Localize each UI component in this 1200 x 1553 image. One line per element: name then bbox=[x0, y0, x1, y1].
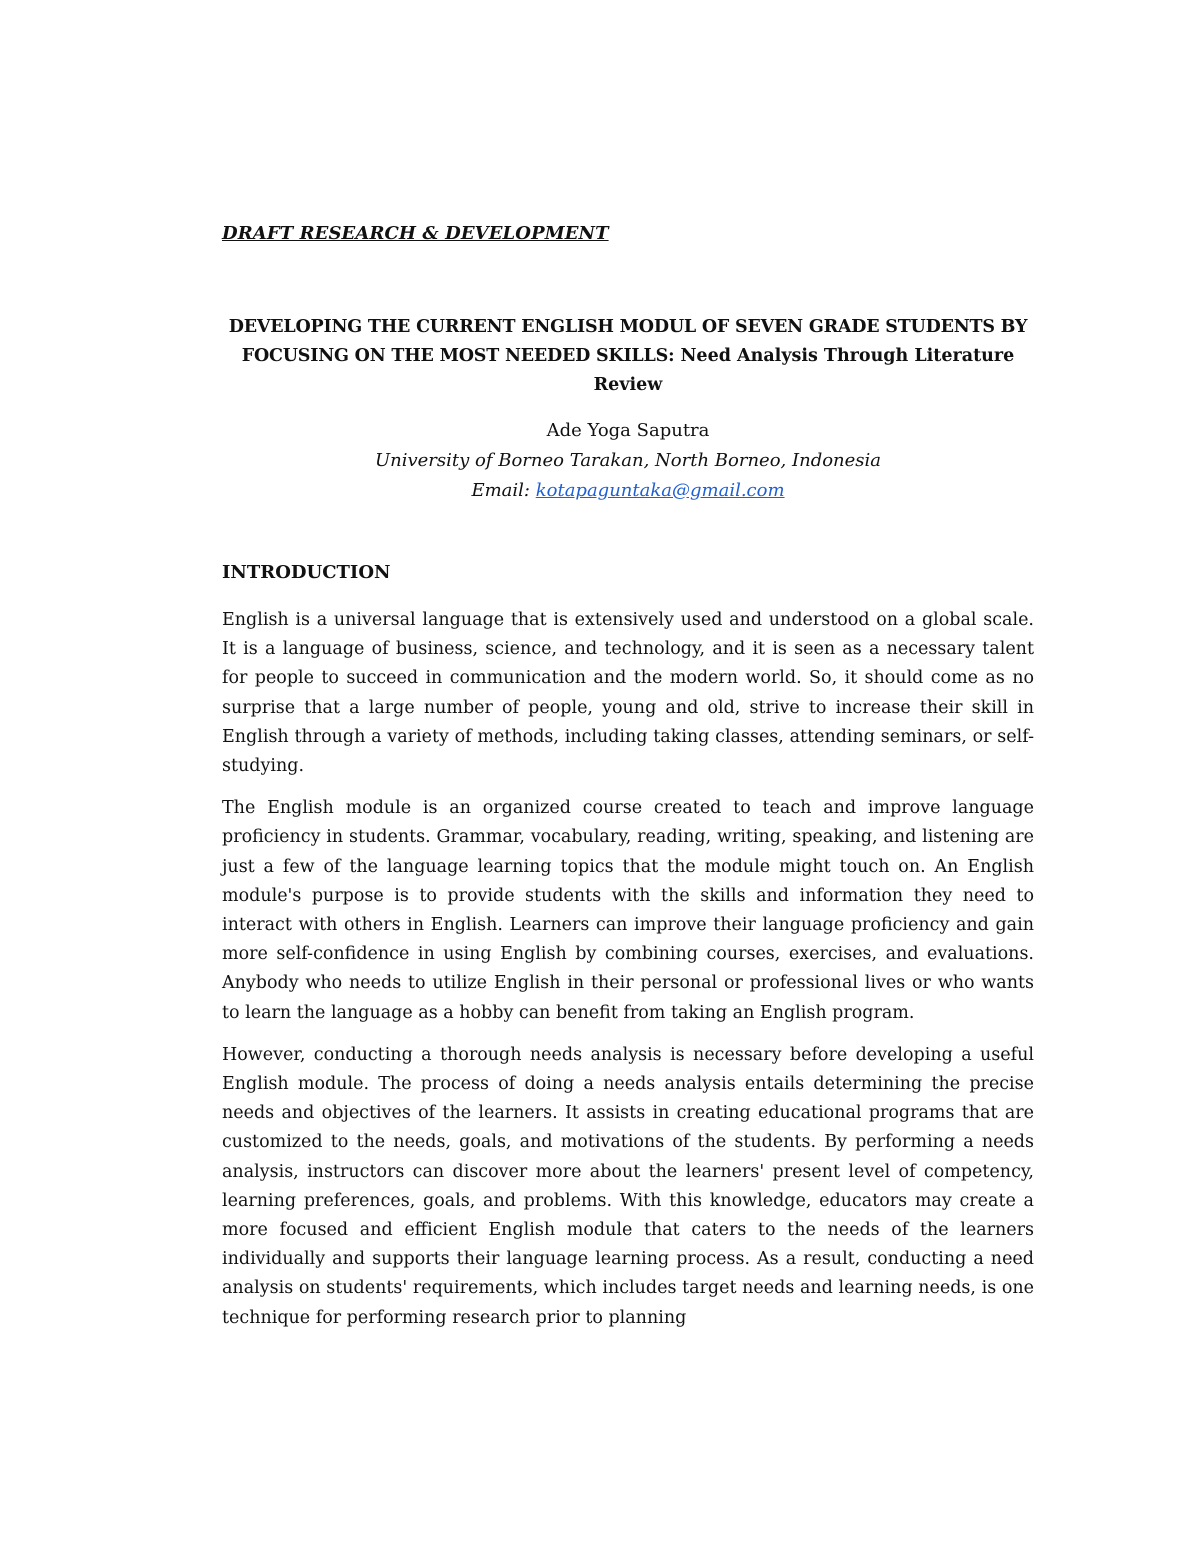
section-heading-introduction: INTRODUCTION bbox=[222, 562, 391, 583]
author-email-line bbox=[222, 476, 1034, 506]
author-affiliation: University of Borneo Tarakan, North Borneo, Indonesia bbox=[374, 450, 882, 471]
author-name: Ade Yoga Saputra bbox=[546, 420, 710, 441]
author-block bbox=[222, 416, 1034, 506]
draft-label: DRAFT RESEARCH & DEVELOPMENT bbox=[222, 223, 609, 244]
email-label: Email: bbox=[471, 480, 530, 501]
introduction-body bbox=[222, 606, 1034, 1346]
paragraph: English is a universal language that is extensively used and understood on a global scale. It is a language of business, science, and technology, and it is seen as a necessary talent for people to succeed in communication and the modern world. So, it should come as no surprise that a large number of people, young and old, strive to increase their skill in English through a variety of methods, including taking classes, attending seminars, or self-studying. bbox=[222, 610, 1034, 777]
email-link[interactable]: kotapaguntaka@gmail.com bbox=[535, 480, 785, 501]
paper-title-main: DEVELOPING THE CURRENT ENGLISH MODUL OF SEVEN GRADE STUDENTS BY FOCUSING ON THE MOST NEEDED SKILLS: bbox=[228, 317, 1028, 366]
paragraph: The English module is an organized course created to teach and improve language proficiency in students. Grammar, vocabulary, reading, writing, speaking, and listening are just a few of the language learning topics that the module might touch on. An English module's purpose is to provide students with the skills and information they need to interact with others in English. Learners can improve their language proficiency and gain more self-confidence in using English by combining courses, exercises, and evaluations. Anybody who needs to utilize English in their personal or professional lives or who wants to learn the language as a hobby can benefit from taking an English program. bbox=[222, 798, 1034, 1023]
paper-title bbox=[222, 313, 1034, 400]
paragraph: However, conducting a thorough needs analysis is necessary before developing a useful English module. The process of doing a needs analysis entails determining the precise needs and objectives of the learners. It assists in creating educational programs that are customized to the needs, goals, and motivations of the students. By performing a needs analysis, instructors can discover more about the learners' present level of competency, learning preferences, goals, and problems. With this knowledge, educators may create a more focused and efficient English module that caters to the needs of the learners individually and supports their language learning process. As a result, conducting a need analysis on students' requirements, which includes target needs and learning needs, is one technique for performing research prior to planning bbox=[222, 1044, 1034, 1328]
paper-title-sub: Need Analysis Through Literature Review bbox=[593, 346, 1015, 395]
